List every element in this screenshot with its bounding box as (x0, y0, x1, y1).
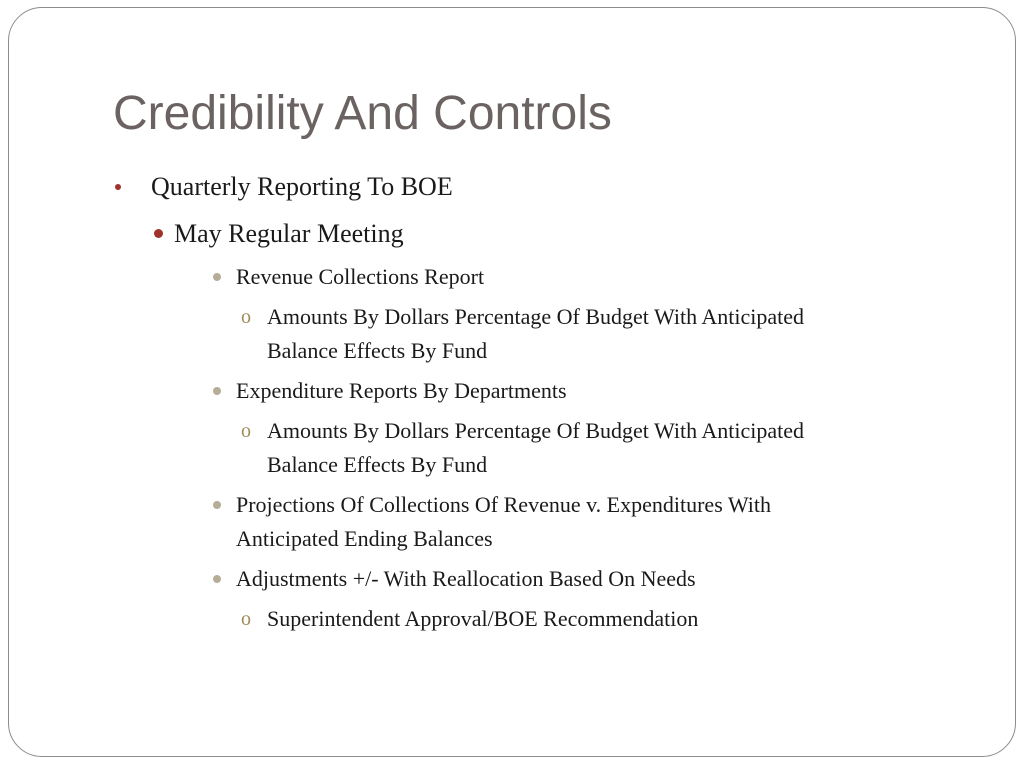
list-item-level3 (236, 562, 696, 596)
list-item-level3 (236, 260, 484, 294)
bullet-dot-icon (213, 273, 221, 281)
bullet-dot-icon (115, 184, 121, 190)
list-item-text: Adjustments +/- With Reallocation Based On Needs (236, 566, 696, 591)
list-item-level4 (267, 414, 804, 448)
slide-title: Credibility And Controls (113, 87, 612, 140)
list-item-text-line1: Amounts By Dollars Percentage Of Budget With Anticipated (267, 418, 805, 443)
list-item-text: May Regular Meeting (174, 219, 404, 248)
list-item-level1 (151, 170, 453, 204)
list-item-text: Superintendent Approval/BOE Recommendation (267, 606, 699, 631)
list-item-text: Quarterly Reporting To BOE (151, 172, 453, 201)
list-item-level4-cont (267, 334, 487, 368)
list-item-text: Revenue Collections Report (236, 264, 485, 289)
list-item-level3 (236, 374, 567, 408)
bullet-circle-icon: o (241, 420, 251, 442)
list-item-level2 (174, 217, 404, 251)
list-item-text-line1: Projections Of Collections Of Revenue v. Expenditures With (236, 492, 771, 517)
bullet-dot-icon (154, 229, 163, 238)
list-item-text-line2: Balance Effects By Fund (267, 338, 488, 363)
bullet-dot-icon (213, 501, 221, 509)
list-item-text-line2: Anticipated Ending Balances (236, 526, 493, 551)
bullet-circle-icon: o (241, 306, 251, 328)
list-item-text-line1: Amounts By Dollars Percentage Of Budget With Anticipated (267, 304, 805, 329)
list-item-level4 (267, 300, 804, 334)
list-item-text-line2: Balance Effects By Fund (267, 452, 488, 477)
list-item-level3 (236, 488, 771, 522)
list-item-level3-cont (236, 522, 493, 556)
list-item-level4 (267, 602, 698, 636)
list-item-text: Expenditure Reports By Departments (236, 378, 567, 403)
bullet-circle-icon: o (241, 608, 251, 630)
bullet-dot-icon (213, 575, 221, 583)
list-item-level4-cont (267, 448, 487, 482)
bullet-dot-icon (213, 387, 221, 395)
